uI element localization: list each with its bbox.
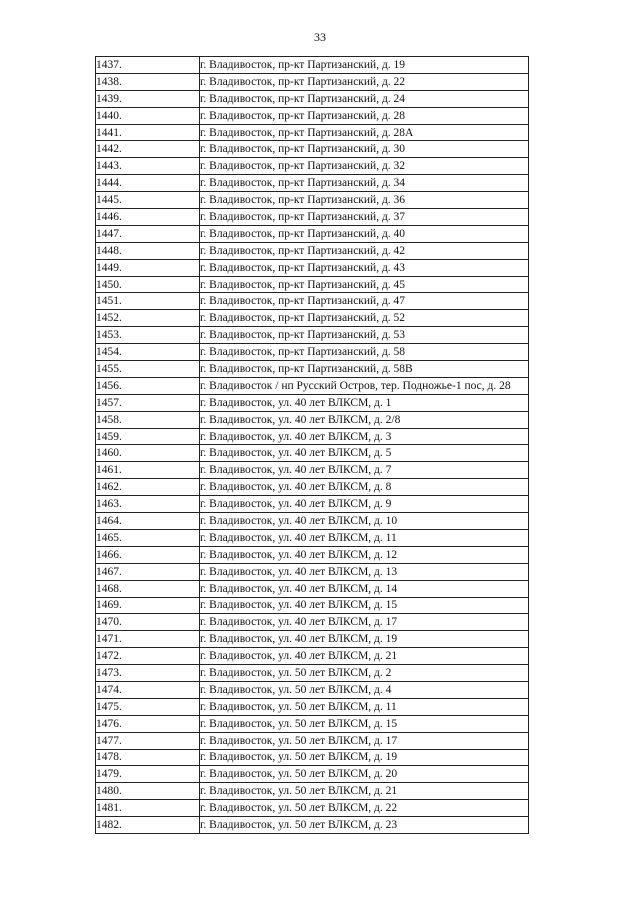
table-row	[96, 817, 529, 834]
row-address: г. Владивосток, пр-кт Партизанский, д. 52	[200, 310, 529, 327]
row-address: г. Владивосток, ул. 40 лет ВЛКСМ, д. 21	[200, 648, 529, 665]
row-number: 1447.	[96, 225, 200, 242]
row-number: 1451.	[96, 293, 200, 310]
table-row	[96, 580, 529, 597]
row-address: г. Владивосток, ул. 50 лет ВЛКСМ, д. 17	[200, 732, 529, 749]
table-row	[96, 259, 529, 276]
table-row	[96, 90, 529, 107]
row-address: г. Владивосток, ул. 50 лет ВЛКСМ, д. 21	[200, 783, 529, 800]
row-number: 1452.	[96, 310, 200, 327]
row-number: 1464.	[96, 513, 200, 530]
row-number: 1467.	[96, 563, 200, 580]
row-number: 1471.	[96, 631, 200, 648]
row-number: 1445.	[96, 192, 200, 209]
row-number: 1455.	[96, 361, 200, 378]
row-number: 1459.	[96, 428, 200, 445]
table-row	[96, 276, 529, 293]
address-table-body	[96, 57, 529, 834]
row-address: г. Владивосток, пр-кт Партизанский, д. 32	[200, 158, 529, 175]
row-address: г. Владивосток, ул. 40 лет ВЛКСМ, д. 15	[200, 597, 529, 614]
row-address: г. Владивосток, пр-кт Партизанский, д. 53	[200, 327, 529, 344]
table-row	[96, 394, 529, 411]
table-row	[96, 749, 529, 766]
row-number: 1444.	[96, 175, 200, 192]
table-row	[96, 361, 529, 378]
row-number: 1472.	[96, 648, 200, 665]
row-number: 1441.	[96, 124, 200, 141]
table-row	[96, 107, 529, 124]
row-number: 1470.	[96, 614, 200, 631]
row-address: г. Владивосток, пр-кт Партизанский, д. 58	[200, 344, 529, 361]
row-address: г. Владивосток, пр-кт Партизанский, д. 22	[200, 73, 529, 90]
row-number: 1446.	[96, 209, 200, 226]
table-row	[96, 57, 529, 74]
table-row	[96, 563, 529, 580]
row-number: 1453.	[96, 327, 200, 344]
row-address: г. Владивосток, пр-кт Партизанский, д. 43	[200, 259, 529, 276]
row-address: г. Владивосток, ул. 50 лет ВЛКСМ, д. 11	[200, 698, 529, 715]
row-address: г. Владивосток, ул. 50 лет ВЛКСМ, д. 23	[200, 817, 529, 834]
row-address: г. Владивосток, ул. 40 лет ВЛКСМ, д. 13	[200, 563, 529, 580]
row-number: 1476.	[96, 715, 200, 732]
row-number: 1479.	[96, 766, 200, 783]
table-row	[96, 73, 529, 90]
table-row	[96, 648, 529, 665]
row-address: г. Владивосток, ул. 40 лет ВЛКСМ, д. 2/8	[200, 411, 529, 428]
row-address: г. Владивосток, ул. 40 лет ВЛКСМ, д. 5	[200, 445, 529, 462]
row-address: г. Владивосток, пр-кт Партизанский, д. 36	[200, 192, 529, 209]
table-row	[96, 327, 529, 344]
row-number: 1462.	[96, 479, 200, 496]
row-address: г. Владивосток, ул. 40 лет ВЛКСМ, д. 1	[200, 394, 529, 411]
row-number: 1454.	[96, 344, 200, 361]
row-number: 1442.	[96, 141, 200, 158]
row-address: г. Владивосток, ул. 40 лет ВЛКСМ, д. 7	[200, 462, 529, 479]
row-address: г. Владивосток, ул. 40 лет ВЛКСМ, д. 19	[200, 631, 529, 648]
row-number: 1474.	[96, 681, 200, 698]
row-number: 1466.	[96, 546, 200, 563]
table-row	[96, 800, 529, 817]
table-row	[96, 293, 529, 310]
row-number: 1448.	[96, 242, 200, 259]
row-number: 1449.	[96, 259, 200, 276]
row-number: 1480.	[96, 783, 200, 800]
row-number: 1438.	[96, 73, 200, 90]
row-address: г. Владивосток, пр-кт Партизанский, д. 40	[200, 225, 529, 242]
table-row	[96, 209, 529, 226]
row-number: 1461.	[96, 462, 200, 479]
row-address: г. Владивосток, ул. 50 лет ВЛКСМ, д. 2	[200, 665, 529, 682]
row-number: 1456.	[96, 377, 200, 394]
row-address: г. Владивосток, ул. 50 лет ВЛКСМ, д. 15	[200, 715, 529, 732]
table-row	[96, 614, 529, 631]
row-number: 1450.	[96, 276, 200, 293]
row-number: 1475.	[96, 698, 200, 715]
table-row	[96, 428, 529, 445]
row-number: 1477.	[96, 732, 200, 749]
row-number: 1437.	[96, 57, 200, 74]
address-table	[95, 56, 529, 834]
row-address: г. Владивосток, пр-кт Партизанский, д. 19	[200, 57, 529, 74]
row-number: 1482.	[96, 817, 200, 834]
row-address: г. Владивосток, пр-кт Партизанский, д. 58В	[200, 361, 529, 378]
table-row	[96, 698, 529, 715]
row-number: 1460.	[96, 445, 200, 462]
row-address: г. Владивосток / нп Русский Остров, тер. Подножье-1 пос, д. 28	[200, 377, 529, 394]
table-row	[96, 681, 529, 698]
row-address: г. Владивосток, ул. 50 лет ВЛКСМ, д. 19	[200, 749, 529, 766]
row-address: г. Владивосток, ул. 40 лет ВЛКСМ, д. 14	[200, 580, 529, 597]
row-address: г. Владивосток, пр-кт Партизанский, д. 45	[200, 276, 529, 293]
table-row	[96, 546, 529, 563]
table-row	[96, 529, 529, 546]
row-number: 1469.	[96, 597, 200, 614]
table-row	[96, 175, 529, 192]
table-row	[96, 124, 529, 141]
row-address: г. Владивосток, ул. 50 лет ВЛКСМ, д. 20	[200, 766, 529, 783]
row-address: г. Владивосток, пр-кт Партизанский, д. 30	[200, 141, 529, 158]
row-number: 1443.	[96, 158, 200, 175]
table-row	[96, 766, 529, 783]
row-number: 1463.	[96, 496, 200, 513]
row-address: г. Владивосток, ул. 40 лет ВЛКСМ, д. 9	[200, 496, 529, 513]
table-row	[96, 496, 529, 513]
row-address: г. Владивосток, ул. 40 лет ВЛКСМ, д. 3	[200, 428, 529, 445]
row-number: 1465.	[96, 529, 200, 546]
table-row	[96, 715, 529, 732]
row-address: г. Владивосток, ул. 50 лет ВЛКСМ, д. 22	[200, 800, 529, 817]
table-row	[96, 192, 529, 209]
table-row	[96, 141, 529, 158]
row-address: г. Владивосток, ул. 40 лет ВЛКСМ, д. 12	[200, 546, 529, 563]
row-address: г. Владивосток, пр-кт Партизанский, д. 37	[200, 209, 529, 226]
table-row	[96, 344, 529, 361]
table-row	[96, 783, 529, 800]
row-number: 1481.	[96, 800, 200, 817]
row-number: 1458.	[96, 411, 200, 428]
page-number: 33	[314, 30, 326, 44]
row-address: г. Владивосток, пр-кт Партизанский, д. 28А	[200, 124, 529, 141]
table-row	[96, 513, 529, 530]
row-number: 1468.	[96, 580, 200, 597]
row-number: 1457.	[96, 394, 200, 411]
table-row	[96, 462, 529, 479]
table-row	[96, 411, 529, 428]
table-row	[96, 665, 529, 682]
row-address: г. Владивосток, пр-кт Партизанский, д. 47	[200, 293, 529, 310]
table-row	[96, 158, 529, 175]
row-number: 1439.	[96, 90, 200, 107]
table-row	[96, 377, 529, 394]
row-address: г. Владивосток, пр-кт Партизанский, д. 24	[200, 90, 529, 107]
row-address: г. Владивосток, ул. 40 лет ВЛКСМ, д. 8	[200, 479, 529, 496]
table-row	[96, 631, 529, 648]
row-address: г. Владивосток, ул. 40 лет ВЛКСМ, д. 17	[200, 614, 529, 631]
row-number: 1478.	[96, 749, 200, 766]
table-row	[96, 242, 529, 259]
row-address: г. Владивосток, пр-кт Партизанский, д. 42	[200, 242, 529, 259]
row-address: г. Владивосток, ул. 50 лет ВЛКСМ, д. 4	[200, 681, 529, 698]
row-address: г. Владивосток, ул. 40 лет ВЛКСМ, д. 11	[200, 529, 529, 546]
table-row	[96, 479, 529, 496]
row-number: 1473.	[96, 665, 200, 682]
row-address: г. Владивосток, пр-кт Партизанский, д. 28	[200, 107, 529, 124]
table-row	[96, 310, 529, 327]
table-row	[96, 732, 529, 749]
row-address: г. Владивосток, пр-кт Партизанский, д. 34	[200, 175, 529, 192]
table-row	[96, 597, 529, 614]
table-row	[96, 225, 529, 242]
table-row	[96, 445, 529, 462]
row-number: 1440.	[96, 107, 200, 124]
row-address: г. Владивосток, ул. 40 лет ВЛКСМ, д. 10	[200, 513, 529, 530]
